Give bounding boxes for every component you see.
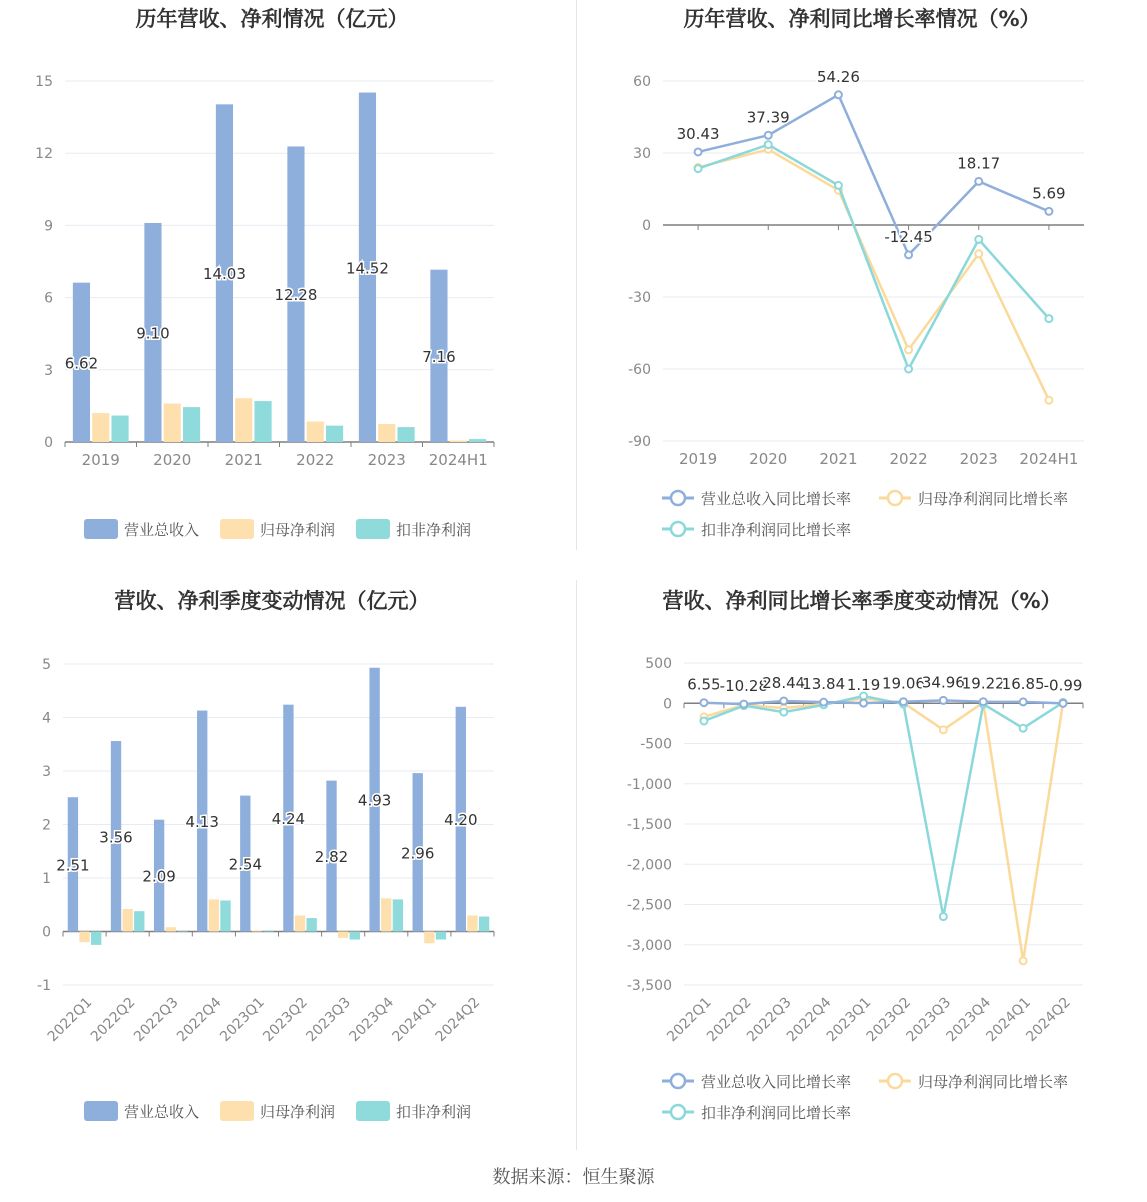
x-tick-label: 2023Q1 (217, 994, 268, 1046)
line-deducted-line (704, 696, 1063, 917)
legend-label: 扣非净利润 (396, 1103, 472, 1121)
x-tick-label: 2023Q2 (863, 994, 915, 1046)
y-tick-label: 2 (42, 817, 51, 834)
x-tick-label: 2023Q2 (260, 994, 311, 1046)
legend-label: 扣非净利润同比增长率 (701, 1104, 852, 1122)
x-tick-label: 2024Q1 (389, 994, 441, 1046)
panel-quarterly-amounts (0, 580, 576, 1150)
x-tick-label: 2023 (959, 450, 998, 468)
y-tick-label: 3 (44, 362, 53, 379)
line-point (700, 717, 707, 724)
y-tick-label: 15 (35, 74, 53, 90)
x-tick-label: 2024H1 (428, 451, 488, 469)
legend-label: 营业总收入 (124, 1103, 200, 1121)
bar-net-profit (92, 413, 109, 442)
quarterly-growth-chart (577, 580, 1147, 1150)
line-net-line (704, 698, 1063, 960)
bar-value-label: 4.20 (444, 811, 478, 830)
line-point (940, 913, 947, 920)
bar-deducted-profit (479, 917, 489, 932)
x-tick-label: 2019 (678, 450, 718, 468)
panel-annual-growth (577, 0, 1147, 560)
bar-deducted-profit (134, 911, 144, 931)
bar-net-profit (450, 441, 467, 442)
x-tick-label: 2022Q4 (174, 994, 225, 1046)
legend-label: 归母净利润同比增长率 (918, 1073, 1069, 1091)
x-tick-label: 2024Q2 (432, 994, 484, 1046)
line-point (1020, 725, 1027, 732)
line-value-label: -12.45 (884, 227, 933, 246)
y-tick-label: 5 (42, 657, 51, 673)
y-tick-label: 4 (42, 710, 51, 727)
x-tick-label: 2022Q2 (704, 994, 755, 1046)
y-tick-label: -90 (628, 434, 651, 450)
bar-net-profit (164, 403, 181, 442)
y-tick-label: -1 (37, 978, 51, 994)
line-value-label: -0.99 (1043, 676, 1083, 695)
line-point (860, 700, 867, 707)
legend-marker (671, 491, 685, 505)
bar-deducted-profit (307, 918, 317, 931)
line-point (975, 250, 982, 257)
line-point (1020, 698, 1027, 705)
bar-value-label: 2.54 (228, 855, 263, 874)
line-point (1045, 208, 1052, 215)
y-tick-label: 6 (44, 290, 53, 307)
bar-value-label: 4.13 (185, 813, 219, 832)
line-point (835, 91, 842, 98)
bar-net-profit (235, 398, 252, 442)
chart-title: 营收、净利同比增长率季度变动情况（%） (662, 589, 1062, 613)
x-tick-label: 2022Q3 (743, 994, 795, 1046)
annual-amounts-chart (0, 0, 576, 560)
legend-swatch (84, 519, 118, 539)
y-tick-label: -30 (628, 290, 651, 306)
source-note: 数据来源：恒生聚源 (492, 1167, 655, 1188)
line-value-label: 1.19 (846, 676, 881, 695)
line-value-label: 18.17 (957, 154, 1001, 173)
bar-net-profit (381, 898, 391, 931)
bar-deducted-profit (469, 439, 486, 442)
y-tick-label: -1,000 (626, 776, 672, 793)
bar-deducted-profit (263, 930, 273, 931)
bar-deducted-profit (220, 900, 230, 931)
line-value-label: 6.55 (687, 675, 721, 694)
bar-net-profit (378, 424, 395, 442)
line-value-label: 16.85 (1001, 674, 1045, 693)
chart-title: 历年营收、净利同比增长率情况（%） (683, 7, 1041, 31)
legend-label: 扣非净利润同比增长率 (701, 521, 852, 539)
bar-deducted-profit (111, 416, 128, 442)
annual-growth-chart (577, 0, 1147, 560)
bar-net-profit (295, 915, 305, 931)
x-tick-label: 2022Q4 (783, 994, 835, 1046)
bar-value-label: 2.82 (314, 848, 349, 867)
line-point (905, 251, 912, 258)
bar-net-profit (338, 932, 348, 938)
bar-deducted-profit (397, 427, 414, 442)
line-value-label: 30.43 (676, 124, 720, 143)
bar-value-label: 14.52 (345, 259, 389, 278)
x-tick-label: 2022 (889, 450, 928, 468)
legend-marker (671, 1105, 685, 1119)
line-point (1045, 315, 1052, 322)
y-tick-label: -2,500 (626, 897, 672, 914)
x-tick-label: 2022 (296, 451, 335, 469)
x-tick-label: 2024Q1 (983, 994, 1034, 1046)
line-point (905, 346, 912, 353)
line-point (820, 699, 827, 706)
legend-label: 归母净利润 (260, 1103, 336, 1121)
line-point (700, 699, 707, 706)
legend-marker (671, 522, 685, 536)
line-point (975, 236, 982, 243)
bar-deducted-profit (254, 401, 271, 442)
line-point (780, 697, 787, 704)
line-value-label: 19.22 (961, 674, 1005, 693)
bar-net-profit (252, 930, 262, 931)
bar-deducted-profit (177, 932, 187, 933)
bar-value-label: 9.10 (136, 324, 170, 343)
y-tick-label: -60 (628, 362, 651, 378)
bar-net-profit (424, 932, 434, 944)
x-tick-label: 2022Q1 (664, 994, 715, 1046)
line-point (765, 141, 772, 148)
line-value-label: 5.69 (1032, 184, 1066, 203)
y-tick-label: -1,500 (626, 817, 672, 833)
bar-net-profit (209, 899, 219, 931)
x-tick-label: 2023Q3 (903, 994, 955, 1046)
x-tick-label: 2020 (749, 450, 788, 468)
x-tick-label: 2022Q3 (130, 994, 182, 1046)
line-point (975, 178, 982, 185)
line-point (1060, 700, 1067, 707)
line-point (980, 698, 987, 705)
x-tick-label: 2024Q2 (1023, 994, 1074, 1046)
line-value-label: 34.96 (921, 673, 965, 692)
y-tick-label: 500 (645, 656, 672, 672)
legend-swatch (220, 1101, 254, 1121)
legend-label: 营业总收入 (124, 521, 200, 539)
y-tick-label: -3,500 (626, 978, 672, 994)
line-point (1045, 397, 1052, 404)
x-tick-label: 2022Q2 (87, 994, 139, 1046)
bar-value-label: 7.16 (422, 347, 456, 366)
y-tick-label: 60 (633, 74, 651, 90)
legend-label: 营业总收入同比增长率 (701, 1073, 852, 1091)
line-value-label: -10.28 (719, 677, 769, 696)
x-tick-label: 2021 (224, 451, 263, 469)
bar-value-label: 4.24 (271, 810, 306, 829)
bar-deducted-profit (393, 899, 403, 931)
bar-net-profit (467, 915, 477, 931)
y-tick-label: 0 (642, 218, 651, 234)
y-tick-label: 12 (35, 146, 53, 163)
legend-label: 扣非净利润 (396, 521, 472, 539)
x-tick-label: 2023Q3 (303, 994, 354, 1046)
legend-marker (888, 491, 902, 505)
y-tick-label: 9 (44, 218, 53, 235)
x-tick-label: 2023 (367, 451, 406, 469)
bar-net-profit (79, 932, 89, 943)
line-point (740, 701, 747, 708)
line-point (695, 148, 702, 155)
legend-marker (888, 1074, 902, 1088)
line-point (900, 698, 907, 705)
line-value-label: 54.26 (816, 67, 860, 86)
bar-net-profit (166, 927, 176, 931)
line-value-label: 13.84 (802, 675, 846, 694)
legend-swatch (356, 1101, 390, 1121)
panel-quarterly-growth (577, 580, 1147, 1150)
bar-deducted-profit (183, 407, 200, 442)
bar-value-label: 2.51 (56, 856, 90, 875)
x-tick-label: 2023Q4 (346, 994, 398, 1046)
y-tick-label: 3 (42, 764, 51, 780)
line-value-label: 19.06 (881, 674, 925, 693)
quarterly-amounts-chart (0, 580, 576, 1150)
line-point (940, 697, 947, 704)
y-tick-label: -500 (640, 736, 672, 753)
x-tick-label: 2024H1 (1019, 450, 1079, 468)
legend-swatch (356, 519, 390, 539)
divider-bottom (576, 580, 577, 1150)
legend-swatch (220, 519, 254, 539)
bar-value-label: 2.96 (401, 844, 435, 863)
bar-value-label: 2.09 (142, 867, 176, 886)
y-tick-label: 0 (42, 924, 51, 941)
line-point (835, 182, 842, 189)
line-point (905, 366, 912, 373)
legend-label: 归母净利润 (260, 521, 336, 539)
line-point (765, 132, 772, 139)
legend-swatch (84, 1101, 118, 1121)
line-value-label: 28.44 (762, 673, 806, 692)
y-tick-label: 0 (663, 696, 672, 713)
line-deducted-line (698, 145, 1049, 369)
bar-deducted-profit (91, 932, 101, 945)
x-tick-label: 2020 (153, 451, 192, 469)
bar-value-label: 14.03 (202, 265, 246, 284)
legend-label: 归母净利润同比增长率 (918, 490, 1069, 508)
x-tick-label: 2021 (819, 450, 858, 468)
bar-value-label: 4.93 (357, 791, 392, 810)
line-value-label: 37.39 (746, 108, 790, 127)
x-tick-label: 2022Q1 (44, 994, 96, 1046)
y-tick-label: -3,000 (626, 937, 672, 954)
line-point (695, 165, 702, 172)
line-point (1020, 957, 1027, 964)
bar-deducted-profit (436, 932, 446, 940)
bar-value-label: 6.62 (64, 354, 99, 373)
bar-net-profit (122, 909, 132, 931)
line-point (780, 709, 787, 716)
legend-label: 营业总收入同比增长率 (701, 490, 852, 508)
x-tick-label: 2023Q4 (943, 994, 995, 1046)
bar-deducted-profit (350, 932, 360, 940)
y-tick-label: 0 (44, 435, 53, 451)
legend-marker (671, 1074, 685, 1088)
chart-title: 营收、净利季度变动情况（亿元） (114, 589, 430, 613)
bar-value-label: 12.28 (274, 286, 318, 305)
x-tick-label: 2023Q1 (823, 994, 875, 1046)
line-point (940, 726, 947, 733)
y-tick-label: 1 (42, 871, 51, 887)
bar-net-profit (307, 422, 324, 442)
chart-title: 历年营收、净利情况（亿元） (135, 7, 409, 31)
y-tick-label: 30 (633, 146, 651, 162)
divider-top (576, 0, 577, 550)
x-tick-label: 2019 (81, 451, 120, 469)
y-tick-label: -2,000 (626, 857, 672, 874)
bar-deducted-profit (326, 426, 343, 442)
panel-annual-amounts (0, 0, 576, 560)
bar-value-label: 3.56 (99, 828, 133, 847)
